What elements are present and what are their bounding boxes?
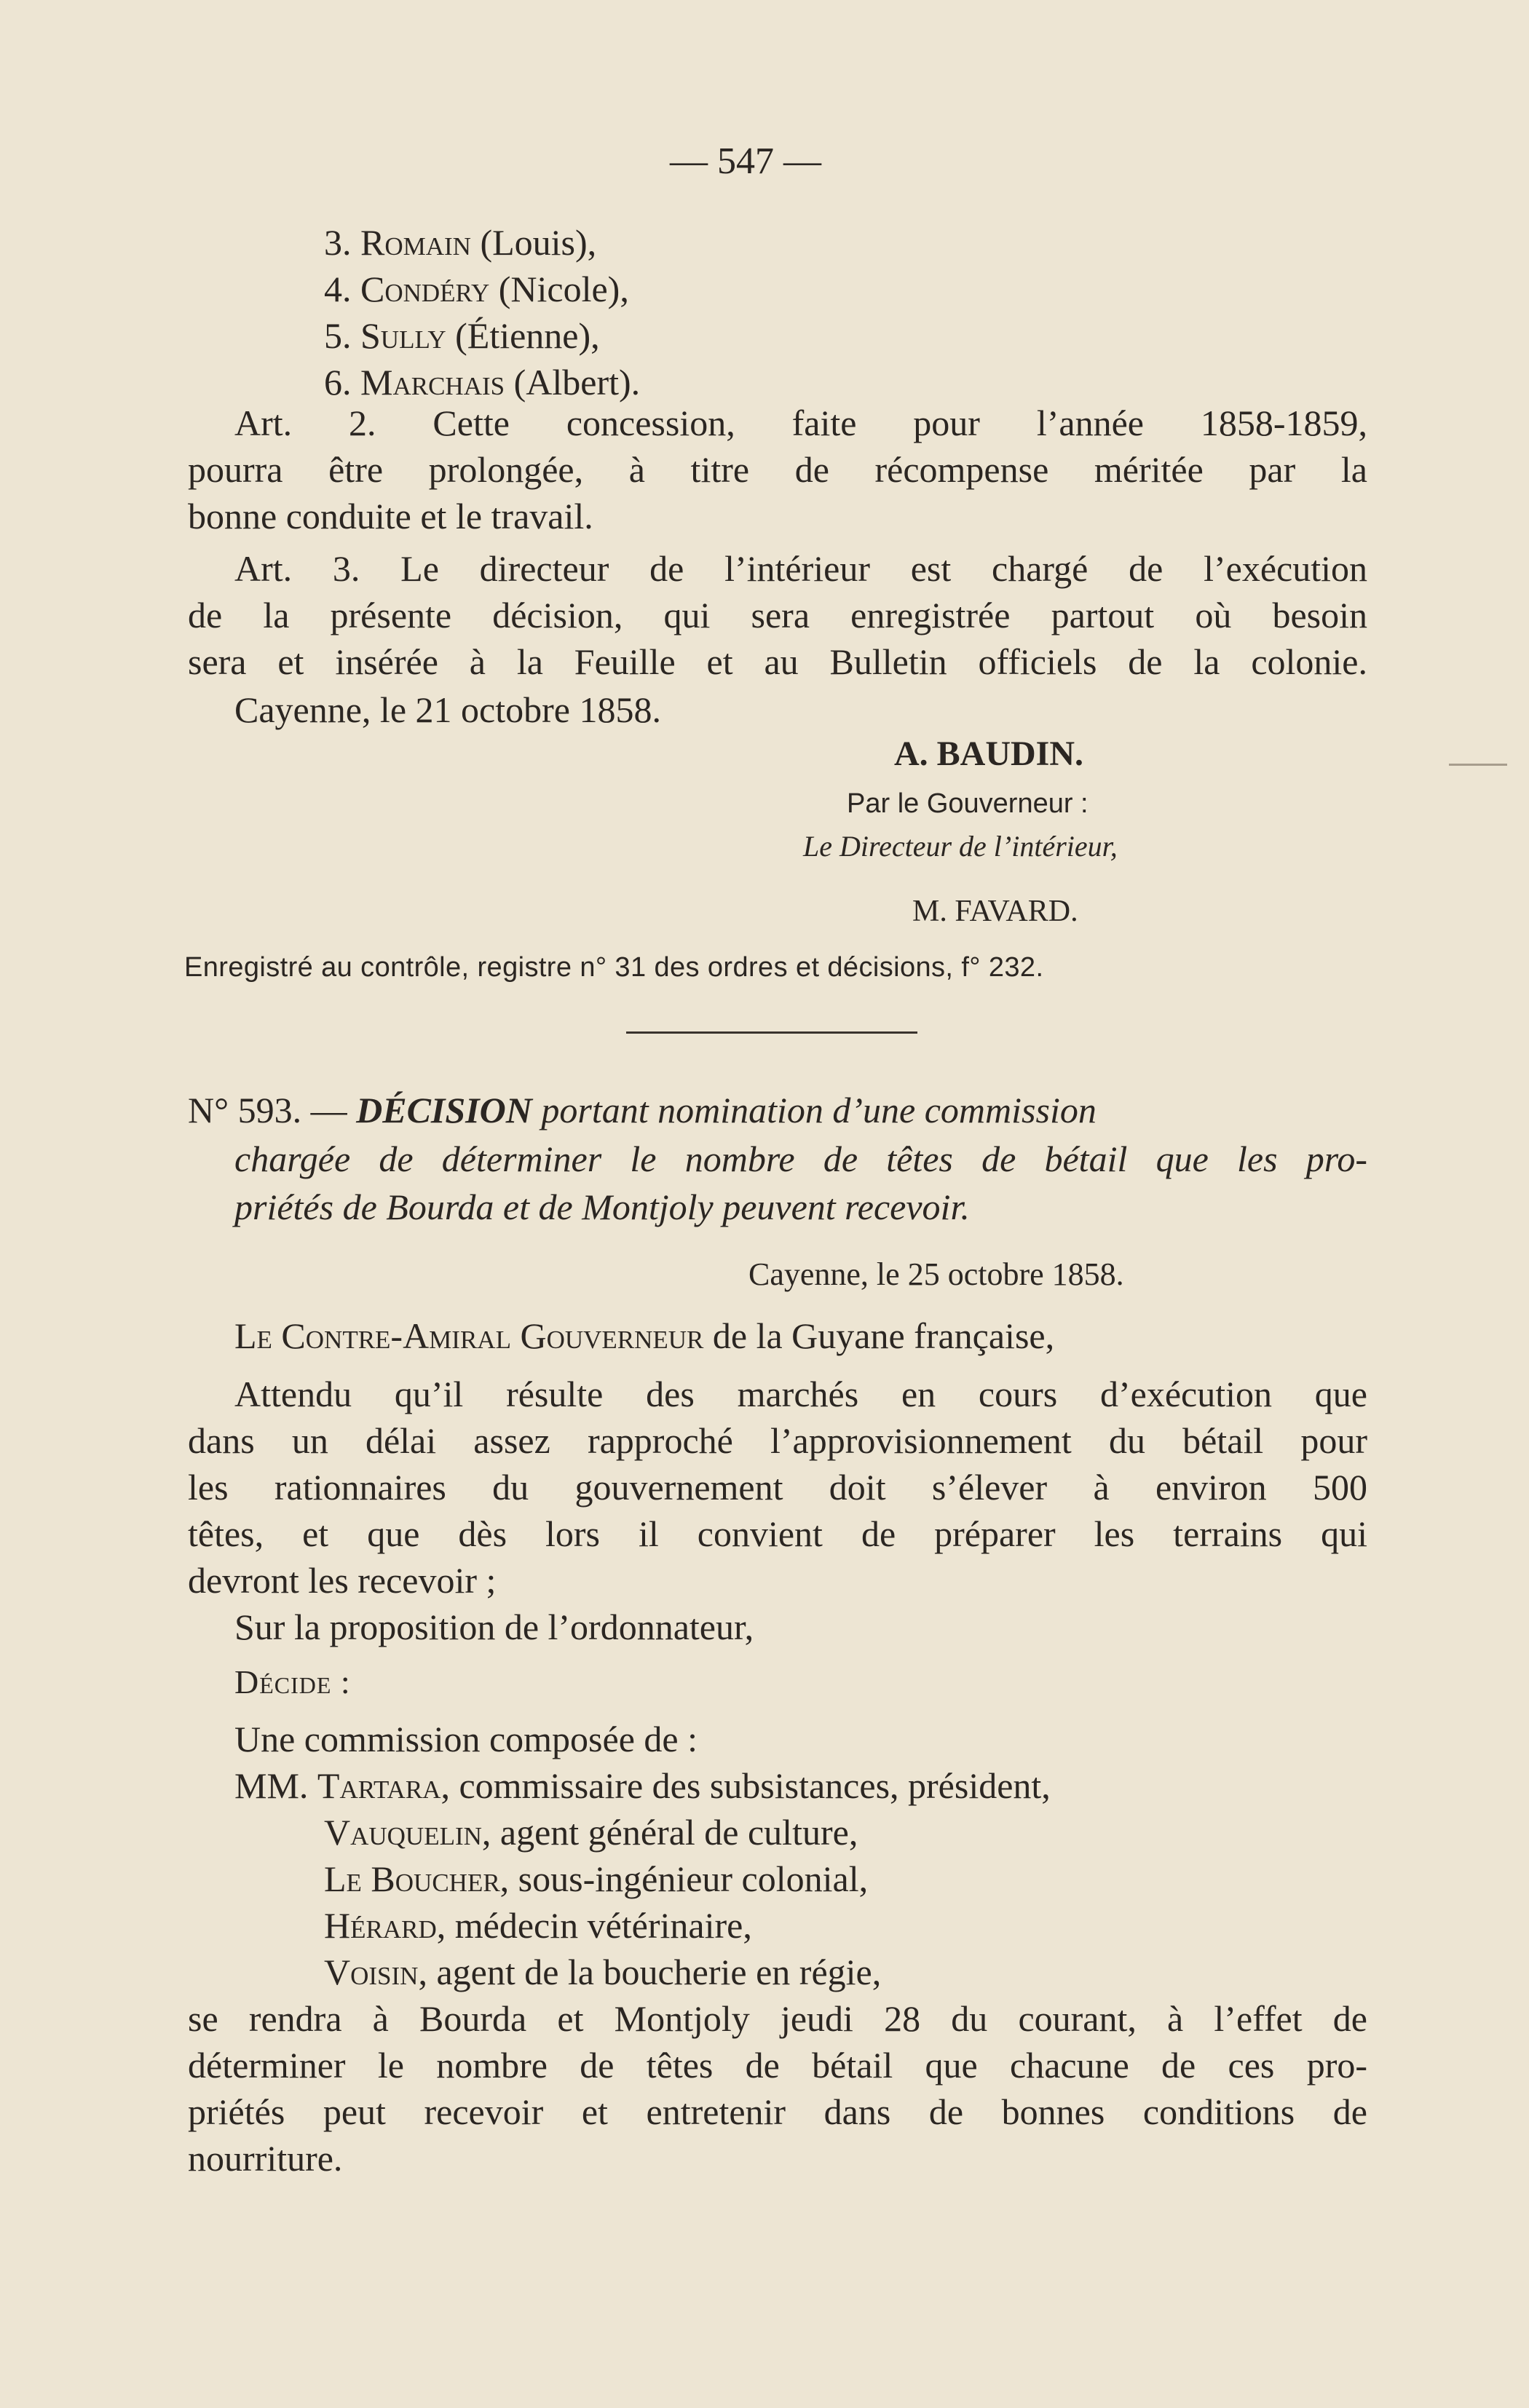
decision-title-head: DÉCISION xyxy=(356,1090,532,1130)
margin-mark xyxy=(1449,764,1507,766)
proposition-line: Sur la proposition de l’ordonnateur, xyxy=(234,1607,754,1647)
list-number: 5. xyxy=(324,315,352,356)
decision-issuer-rest: de la Guyane française, xyxy=(712,1315,1055,1356)
list-item xyxy=(324,266,629,312)
conclusion-line: se rendra à Bourda et Montjoly jeudi 28 du courant, à l’effet de xyxy=(188,1998,1367,2039)
list-given-name: (Albert). xyxy=(513,362,641,403)
member-role: , agent de la boucherie en régie, xyxy=(418,1952,882,1992)
member-role: , sous-ingénieur colonial, xyxy=(499,1858,869,1899)
member-name: Hérard xyxy=(324,1905,437,1946)
registration-note: Enregistré au contrôle, registre n° 31 des ordres et décisions, f° 232. xyxy=(184,952,1044,983)
list-number: 3. xyxy=(324,222,352,263)
signatory-par: Par le Gouverneur : xyxy=(847,788,1089,819)
member-row xyxy=(324,1809,858,1855)
member-row xyxy=(324,1855,868,1902)
list-given-name: (Nicole), xyxy=(498,269,629,309)
section-divider xyxy=(626,1031,917,1034)
attendu-line: Attendu qu’il résulte des marchés en cours d’exécution que xyxy=(234,1374,1367,1414)
list-surname: Marchais xyxy=(360,362,505,403)
conclusion-line: nourriture. xyxy=(188,2138,343,2179)
member-row xyxy=(324,1949,881,1995)
member-role: , commissaire des subsistances, président, xyxy=(440,1765,1051,1806)
decision-issuer: Le Contre-Amiral Gouverneur xyxy=(234,1315,704,1356)
decision-title-line: priétés de Bourda et de Montjoly peuvent recevoir. xyxy=(234,1187,970,1227)
page-number: — 547 — xyxy=(670,140,821,182)
member-name: Vauquelin xyxy=(324,1812,482,1853)
signatory-title: Le Directeur de l’intérieur, xyxy=(803,830,1118,863)
member-row xyxy=(234,1762,1051,1809)
list-surname: Condéry xyxy=(360,269,490,309)
member-role: , agent général de culture, xyxy=(481,1812,858,1853)
attendu-line: devront les recevoir ; xyxy=(188,1560,497,1601)
member-row xyxy=(324,1902,752,1949)
article-2-line: Art. 2. Cette concession, faite pour l’année 1858-1859, xyxy=(234,403,1367,443)
list-item xyxy=(324,219,596,266)
conclusion-line: déterminer le nombre de têtes de bétail que chacune de ces pro- xyxy=(188,2045,1367,2086)
list-surname: Romain xyxy=(360,222,471,263)
member-name: Voisin xyxy=(324,1952,419,1992)
member-role: , médecin vétérinaire, xyxy=(436,1905,752,1946)
attendu-line: dans un délai assez rapproché l’approvisionnement du bétail pour xyxy=(188,1420,1367,1461)
list-item xyxy=(324,312,600,359)
decision-number: N° 593. — xyxy=(188,1090,347,1130)
date-line: Cayenne, le 21 octobre 1858. xyxy=(234,689,661,730)
conclusion-line: priétés peut recevoir et entretenir dans de bonnes conditions de xyxy=(188,2091,1367,2132)
decision-intro xyxy=(234,1312,1054,1359)
decide-heading: Décide : xyxy=(234,1663,351,1700)
list-given-name: (Louis), xyxy=(480,222,597,263)
decision-title-line: chargée de déterminer le nombre de têtes de bétail que les pro- xyxy=(234,1138,1367,1179)
decision-heading xyxy=(188,1087,1097,1133)
article-3-line: de la présente décision, qui sera enregistrée partout où besoin xyxy=(188,595,1367,635)
list-number: 6. xyxy=(324,362,352,403)
list-given-name: (Étienne), xyxy=(455,315,600,356)
article-3-line: Art. 3. Le directeur de l’intérieur est chargé de l’exécution xyxy=(234,548,1367,589)
commission-intro: Une commission composée de : xyxy=(234,1719,698,1759)
attendu-line: les rationnaires du gouvernement doit s’élever à environ 500 xyxy=(188,1467,1367,1508)
article-2-line: pourra être prolongée, à titre de récompense méritée par la xyxy=(188,449,1367,490)
decision-title-part: portant nomination d’une commission xyxy=(541,1090,1097,1130)
list-surname: Sully xyxy=(360,315,446,356)
attendu-line: têtes, et que dès lors il convient de préparer les terrains qui xyxy=(188,1513,1367,1554)
article-3-line: sera et insérée à la Feuille et au Bulletin officiels de la colonie. xyxy=(188,641,1367,682)
signatory-director: M. FAVARD. xyxy=(912,895,1078,928)
decision-place-date: Cayenne, le 25 octobre 1858. xyxy=(748,1256,1124,1292)
member-prefix: MM. xyxy=(234,1765,309,1806)
list-number: 4. xyxy=(324,269,352,309)
member-name: Tartara xyxy=(317,1765,441,1806)
member-name: Le Boucher xyxy=(324,1858,500,1899)
list-item xyxy=(324,359,640,405)
article-2-line: bonne conduite et le travail. xyxy=(188,496,593,536)
signatory-name: A. BAUDIN. xyxy=(894,734,1084,773)
